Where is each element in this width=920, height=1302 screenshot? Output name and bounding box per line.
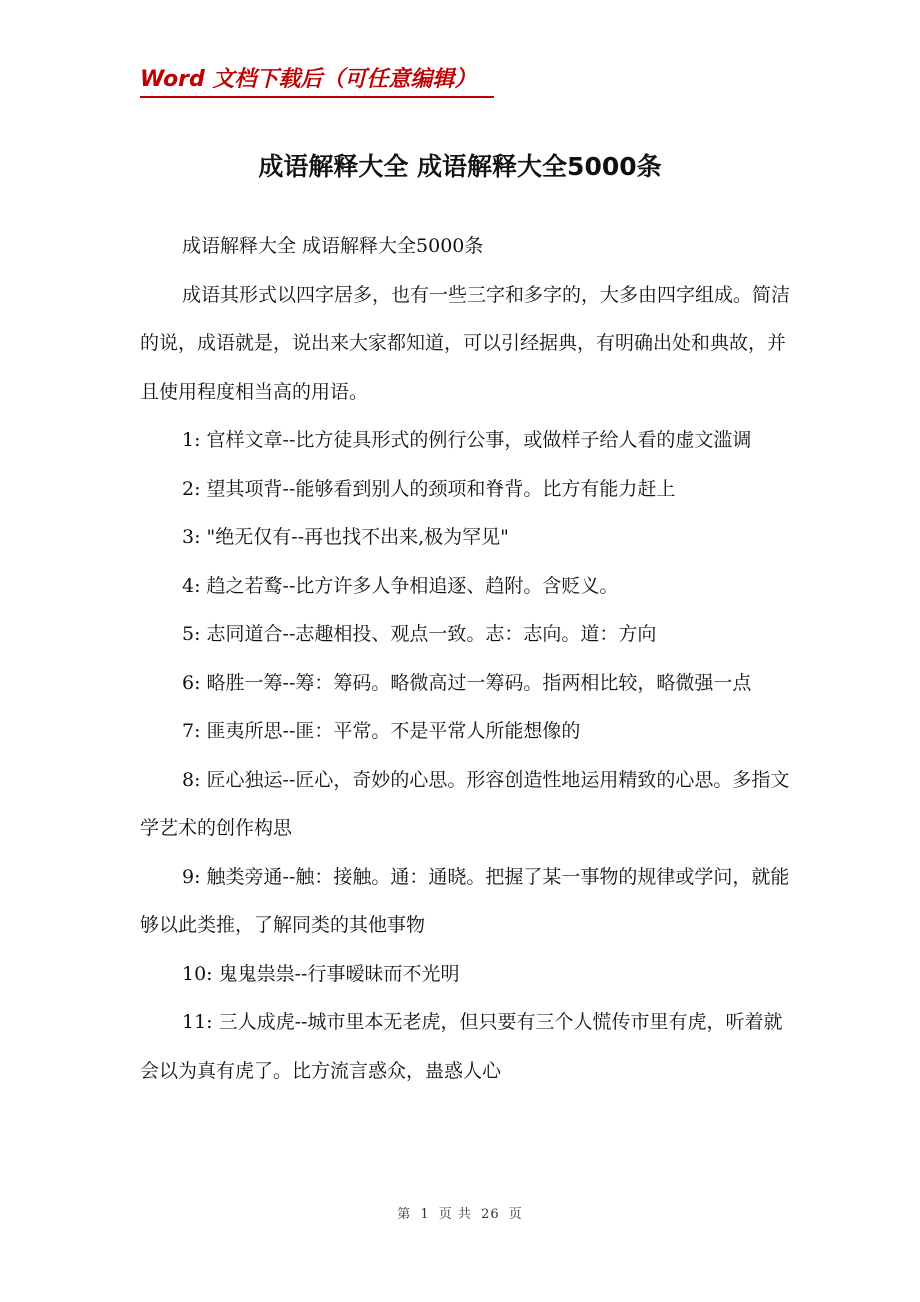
- idiom-entry: 5: 志同道合--志趣相投、观点一致。志：志向。道：方向: [182, 623, 657, 645]
- idiom-entry: 2: 望其项背--能够看到别人的颈项和脊背。比方有能力赶上: [182, 477, 676, 500]
- footer-page-number: 1: [420, 1207, 430, 1222]
- document-body: [140, 222, 790, 1095]
- footer-total-pages: 26: [481, 1207, 500, 1222]
- idiom-entry: 6: 略胜一筹--筹：筹码。略微高过一筹码。指两相比较，略微强一点: [182, 671, 752, 694]
- page-footer: [0, 1203, 920, 1227]
- idiom-entry: 10: 鬼鬼祟祟--行事暧昧而不光明: [182, 962, 460, 985]
- footer-middle: 页 共: [438, 1207, 472, 1222]
- idiom-entry: 7: 匪夷所思--匪：平常。不是平常人所能想像的: [182, 720, 581, 742]
- idiom-entry: 4: 趋之若鹜--比方许多人争相追逐、趋附。含贬义。: [182, 574, 619, 597]
- header-banner: [140, 64, 494, 98]
- paragraph-intro: 成语其形式以四字居多，也有一些三字和多字的，大多由四字组成。简洁的说，成语就是，说出来大家都知道，可以引经据典，有明确出处和典故，并且使用程度相当高的用语。: [140, 283, 791, 403]
- idiom-entry: 9: 触类旁通--触：接触。通：通晓。把握了某一事物的规律或学问，就能够以此类推，了解同类的其他事物: [140, 865, 790, 936]
- idiom-entry: 8: 匠心独运--匠心，奇妙的心思。形容创造性地运用精致的心思。多指文学艺术的创作构思: [140, 768, 790, 839]
- idiom-entry: 1: 官样文章--比方徒具形式的例行公事，或做样子给人看的虚文滥调: [182, 429, 752, 451]
- header-banner-text: Word 文档下载后（可任意编辑）: [140, 67, 477, 92]
- idiom-entry: 3: "绝无仅有--再也找不出来,极为罕见": [182, 526, 509, 548]
- idiom-entry: 11: 三人成虎--城市里本无老虎，但只要有三个人慌传市里有虎，听着就会以为真有虎了。比方流言惑众，蛊惑人心: [140, 1011, 783, 1082]
- document-title: 成语解释大全 成语解释大全5000条: [258, 152, 662, 181]
- footer-suffix: 页: [508, 1207, 523, 1222]
- paragraph-subtitle: 成语解释大全 成语解释大全5000条: [182, 235, 484, 257]
- footer-prefix: 第: [397, 1207, 412, 1222]
